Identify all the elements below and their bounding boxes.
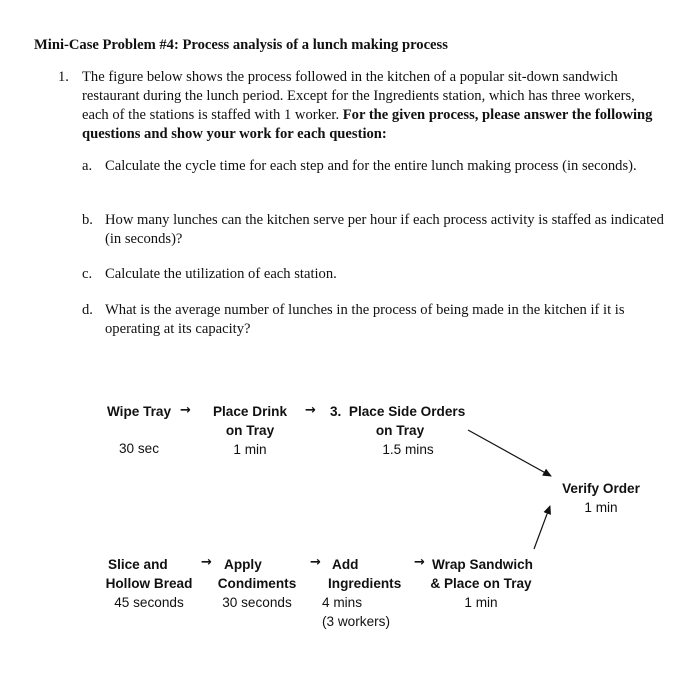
subquestion-label: c. xyxy=(82,266,93,282)
question-number: 1. xyxy=(58,69,69,85)
node-name-line: 3. Place Side Orders xyxy=(330,404,466,419)
connector-to-verify-top xyxy=(468,430,551,476)
node-time: 1 min xyxy=(464,595,498,610)
question-text-normal: The figure below shows the process followed in the kitchen of a popular sit-down sandwich restaurant during the lunch period. Except for the Ingredients station, which has three workers, each of the stations is staffed with 1 worker. xyxy=(82,69,635,123)
node-note: (3 workers) xyxy=(322,614,390,629)
subquestion-text: What is the average number of lunches in the process of being made in the kitchen if it is operating at its capacity? xyxy=(105,302,625,337)
node-time: 1.5 mins xyxy=(382,442,434,457)
node-name-line: Slice and xyxy=(108,557,168,572)
node-name-line: Place Drink xyxy=(212,404,288,419)
flow-arrow-icon: → xyxy=(180,403,191,418)
node-name-line: & Place on Tray xyxy=(430,576,532,591)
node-name: Wipe Tray xyxy=(106,404,172,419)
connector-to-verify-bottom xyxy=(534,506,550,549)
flow-arrow-icon: → xyxy=(201,555,212,570)
node-name-line: Apply xyxy=(224,557,262,572)
node-time: 1 min xyxy=(584,500,618,515)
question-text-bold: For the given process, please answer the following questions and show your work for each question: xyxy=(82,107,653,142)
node-name-line: Hollow Bread xyxy=(105,576,193,591)
node-name: Verify Order xyxy=(562,481,640,496)
subquestion-label: d. xyxy=(82,302,93,318)
node-time: 30 seconds xyxy=(222,595,292,610)
node-name-line: Wrap Sandwich xyxy=(432,557,533,572)
node-name-line: on Tray xyxy=(225,423,275,438)
node-name-line: Ingredients xyxy=(328,576,402,591)
flow-arrow-icon: → xyxy=(305,403,316,418)
flow-arrow-icon: → xyxy=(414,555,425,570)
subquestion-label: a. xyxy=(82,158,93,174)
node-name-line: Condiments xyxy=(217,576,297,591)
node-time: 1 min xyxy=(233,442,267,457)
node-time: 30 sec xyxy=(118,441,160,456)
node-name-line: on Tray xyxy=(375,423,425,438)
subquestion-text: Calculate the utilization of each station. xyxy=(105,266,337,282)
subquestion-text: Calculate the cycle time for each step and for the entire lunch making process (in seconds). xyxy=(105,158,637,174)
node-name-line: Add xyxy=(332,557,359,572)
flow-arrow-icon: → xyxy=(310,555,321,570)
node-time: 4 mins xyxy=(322,595,363,610)
subquestion-label: b. xyxy=(82,212,93,228)
subquestion-text: How many lunches can the kitchen serve per hour if each process activity is staffed as indicated (in seconds)? xyxy=(105,212,664,247)
node-time: 45 seconds xyxy=(114,595,184,610)
page-title: Mini-Case Problem #4: Process analysis of a lunch making process xyxy=(34,37,448,53)
